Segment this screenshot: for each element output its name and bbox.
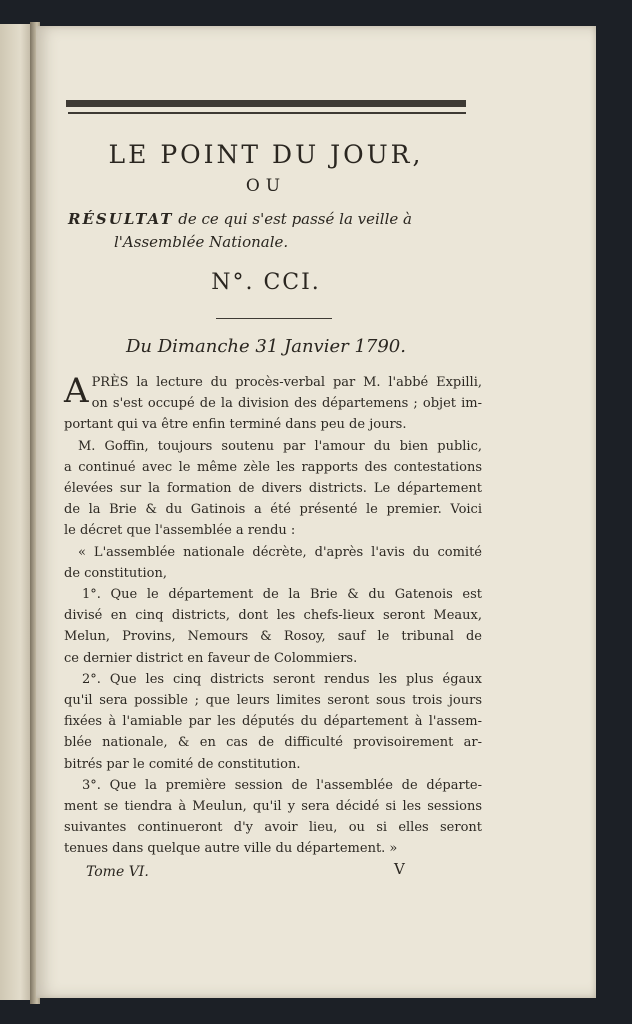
text-line: PRÈS la lecture du procès-verbal par M. l'abbé Expilli, xyxy=(91,375,482,390)
text-line: suivantes continueront d'y avoir lieu, ou si elles seront xyxy=(64,820,482,836)
header-rule-thick xyxy=(66,100,466,107)
text-line: divisé en cinq districts, dont les chefs-lieux seront Meaux, xyxy=(64,608,482,624)
text-line: qu'il sera possible ; que leurs limites seront sous trois jours xyxy=(64,693,482,709)
text-line: ment se tiendra à Meulun, qu'il y sera décidé si les sessions xyxy=(64,799,482,815)
issue-number: N°. CCI. xyxy=(211,270,321,295)
subtitle-line1: de ce qui s'est passé la veille à xyxy=(178,210,412,228)
journal-title: LE POINT DU JOUR, xyxy=(108,140,424,169)
text-line: Melun, Provins, Nemours & Rosoy, sauf le tribunal de xyxy=(64,629,482,645)
text-line: le décret que l'assemblée a rendu : xyxy=(64,523,296,539)
text-line: fixées à l'amiable par les députés du département à l'assem- xyxy=(64,714,482,730)
text-line: de la Brie & du Gatinois a été présenté le premier. Voici xyxy=(64,502,482,518)
subtitle-lead: RÉSULTAT xyxy=(68,210,174,228)
volume-label: Tome VI. xyxy=(86,864,149,880)
text-line: 2°. Que les cinq districts seront rendus les plus égaux xyxy=(82,671,482,687)
text-line: tenues dans quelque autre ville du département. » xyxy=(64,841,398,857)
article-body xyxy=(64,372,482,860)
text-line: a continué avec le même zèle les rapports des contestations xyxy=(64,459,482,475)
journal-subtitle xyxy=(68,208,488,254)
text-line: 1°. Que le département de la Brie & du Gatenois est xyxy=(82,587,482,603)
facing-page-edge xyxy=(0,24,34,1000)
drop-cap: A xyxy=(64,371,89,411)
text-line: « L'assemblée nationale décrète, d'après l'avis du comité xyxy=(78,544,482,560)
text-line: M. Goffin, toujours soutenu par l'amour du bien public, xyxy=(78,438,482,454)
text-line: ce dernier district en faveur de Colommiers. xyxy=(64,650,358,666)
issue-date: Du Dimanche 31 Janvier 1790. xyxy=(126,336,406,357)
date-rule xyxy=(216,318,332,319)
header-rule-thin xyxy=(68,112,466,114)
text-line: 3°. Que la première session de l'assemblée de départe- xyxy=(82,777,482,793)
text-line: élevées sur la formation de divers districts. Le département xyxy=(64,481,482,497)
text-line: blée nationale, & en cas de difficulté provisoirement ar- xyxy=(64,735,482,751)
signature-mark: V xyxy=(394,860,405,878)
subtitle-line2: l'Assemblée Nationale. xyxy=(114,233,289,251)
text-line: de constitution, xyxy=(64,565,167,581)
text-line: on s'est occupé de la division des départemens ; objet im- xyxy=(91,396,482,412)
text-line: portant qui va être enfin terminé dans peu de jours. xyxy=(64,417,407,433)
title-conjunction: OU xyxy=(245,176,287,196)
document-page xyxy=(36,26,596,998)
text-line: bitrés par le comité de constitution. xyxy=(64,756,301,772)
